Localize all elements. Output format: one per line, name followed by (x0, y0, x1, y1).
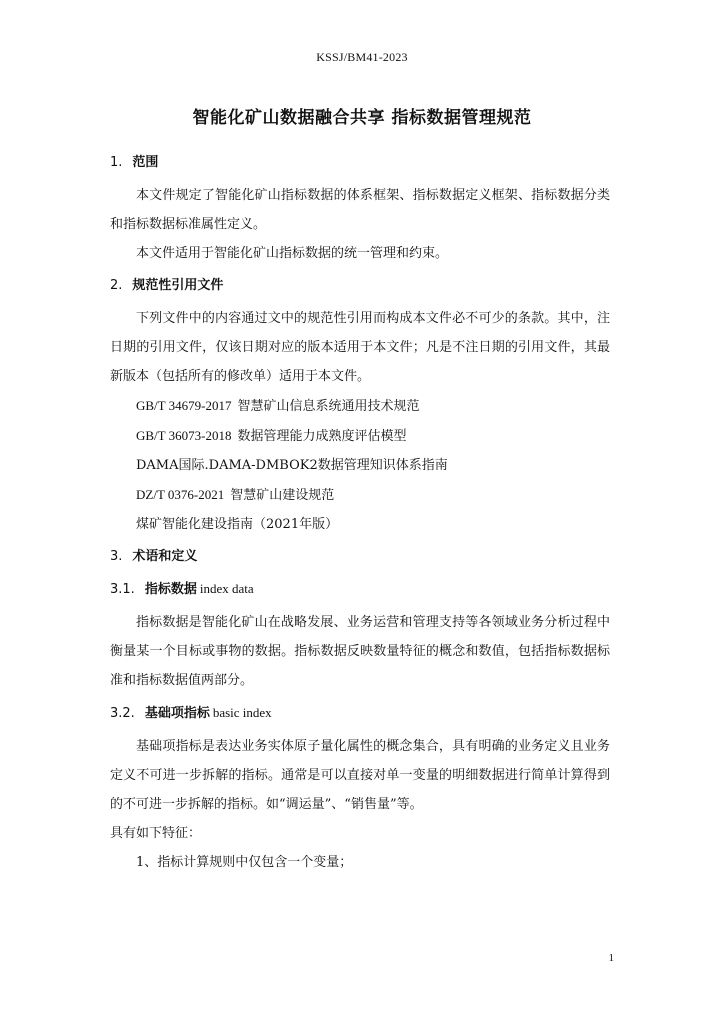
subsection-number: 3.2. (110, 706, 135, 721)
subsection-english-term: index data (199, 581, 254, 596)
page-number: 1 (608, 952, 614, 964)
reference-code: DZ/T 0376-2021 (136, 487, 225, 502)
reference-item (110, 421, 610, 451)
feature-item: 1、指标计算规则中仅包含一个变量； (136, 855, 353, 870)
reference-item (110, 510, 610, 539)
section-heading-1 (110, 148, 610, 177)
document-body (110, 148, 610, 877)
reference-name: 数据管理能力成熟度评估模型 (237, 429, 407, 444)
paragraph-scope-1: 本文件规定了智能化矿山指标数据的体系框架、指标数据定义框架、指标数据分类和指标数据标准属性定义。 (110, 188, 610, 232)
section-heading-3 (110, 542, 610, 571)
reference-code: GB/T 34679-2017 (136, 398, 232, 413)
reference-item (110, 451, 610, 480)
paragraph-index-data-definition: 指标数据是智能化矿山在战略发展、业务运营和管理支持等各领域业务分析过程中衡量某一个目标或事物的数据。指标数据反映数量特征的概念和数值，包括指标数据标准和指标数据值两部分。 (110, 615, 610, 688)
section-number: 2. (110, 278, 123, 293)
subsection-title: 指标数据 (144, 582, 197, 597)
reference-name: DAMA国际.DAMA-DMBOK2数据管理知识体系指南 (136, 458, 448, 473)
paragraph-basic-index-definition: 基础项指标是表达业务实体原子量化属性的概念集合，具有明确的业务定义且业务定义不可进一步拆解的指标。通常是可以直接对单一变量的明细数据进行简单计算得到的不可进一步拆解的指标。如“调运量”、“销售量”等。 (110, 739, 610, 812)
reference-code: GB/T 36073-2018 (136, 428, 232, 443)
reference-name: 智慧矿山建设规范 (230, 488, 335, 503)
subsection-number: 3.1. (110, 582, 135, 597)
subsection-english-term: basic index (212, 705, 272, 720)
document-code-header: KSSJ/BM41-2023 (316, 50, 408, 64)
section-title: 术语和定义 (132, 549, 198, 564)
reference-item (110, 480, 610, 510)
reference-name: 煤矿智能化建设指南（2021年版） (136, 517, 339, 532)
paragraph-scope-2: 本文件适用于智能化矿山指标数据的统一管理和约束。 (136, 246, 449, 261)
section-number: 3. (110, 549, 123, 564)
document-title: 智能化矿山数据融合共享 指标数据管理规范 (192, 108, 532, 128)
subsection-heading-3-2 (110, 698, 610, 728)
subsection-heading-3-1 (110, 574, 610, 604)
section-title: 范围 (132, 155, 159, 170)
reference-item (110, 391, 610, 421)
section-heading-2 (110, 271, 610, 300)
subsection-title: 基础项指标 (144, 706, 210, 721)
paragraph-normative-references: 下列文件中的内容通过文中的规范性引用而构成本文件必不可少的条款。其中，注日期的引用文件，仅该日期对应的版本适用于本文件；凡是不注日期的引用文件，其最新版本（包括所有的修改单）适用于本文件。 (110, 311, 610, 384)
section-number: 1. (110, 155, 123, 170)
section-title: 规范性引用文件 (132, 278, 224, 293)
paragraph-features-lead: 具有如下特征： (110, 826, 202, 841)
reference-name: 智慧矿山信息系统通用技术规范 (237, 399, 420, 414)
